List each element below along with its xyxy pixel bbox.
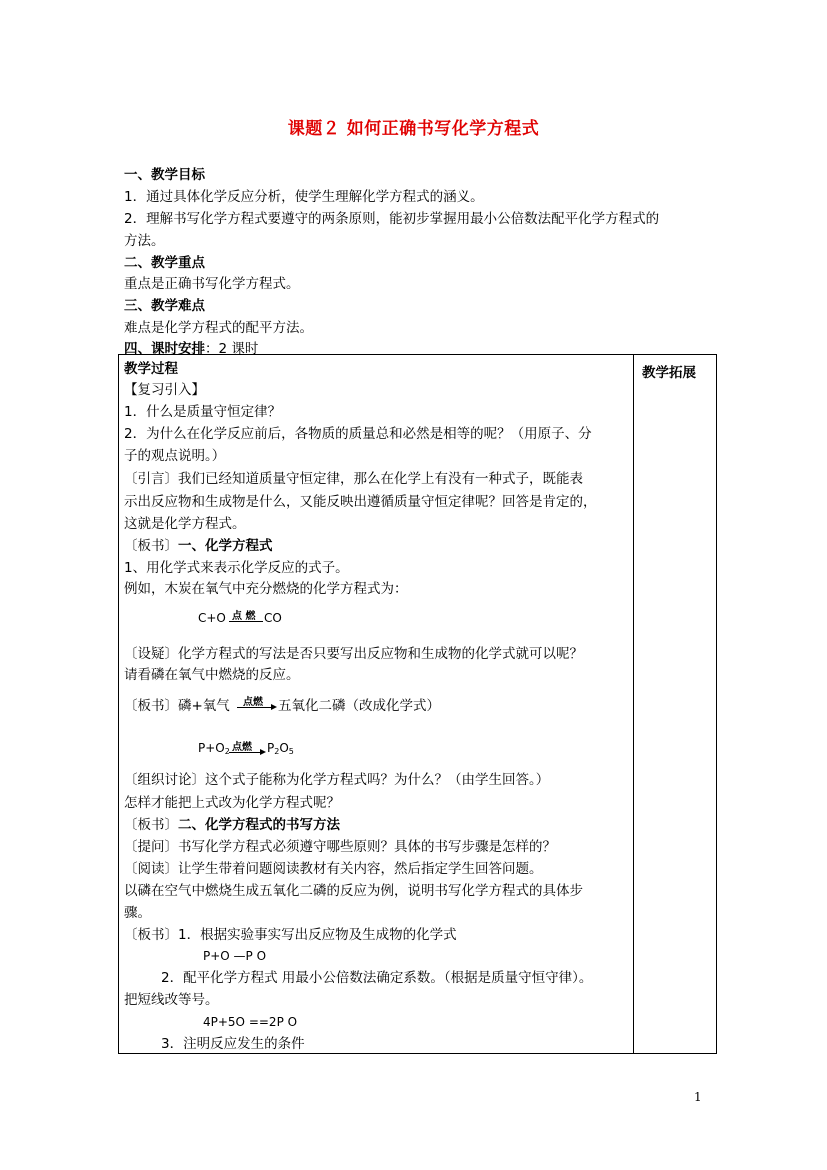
word-equation-arrow-head [271, 704, 277, 710]
equation-phosphorus-arrow-line [229, 752, 262, 753]
key-points-heading: 二、教学重点 [124, 255, 205, 271]
text-line: 2．配平化学方程式 用最小公倍数法确定系数。（根据是质量守恒守律）。 [161, 970, 593, 986]
schedule-value: ：2 课时 [205, 341, 259, 357]
text-line: 请看磷在氧气中燃烧的反应。 [124, 667, 300, 683]
text-line: 〔设疑〕化学方程式的写法是否只要写出反应物和生成物的化学式就可以呢？ [124, 646, 583, 662]
text-line: 〔板书〕磷+氧气 [124, 698, 230, 714]
schedule-heading: 四、课时安排 [124, 341, 205, 357]
equation-carbon-left: C+O [198, 611, 226, 625]
text-line: 把短线改等号。 [124, 992, 219, 1008]
objective-item-1: 1．通过具体化学反应分析，使学生理解化学方程式的涵义。 [124, 189, 484, 205]
extension-header: 教学拓展 [642, 365, 696, 381]
page-title: 课题２ 如何正确书写化学方程式 [287, 119, 540, 139]
text-line: 〔组织讨论〕这个式子能称为化学方程式吗？为什么？（由学生回答。） [124, 772, 550, 788]
extension-cell [634, 355, 717, 1054]
text-line: 〔引言〕我们已经知道质量守恒定律，那么在化学上有没有一种式子，既能表 [124, 471, 583, 487]
objective-item-2-line2: 方法。 [124, 233, 165, 249]
text-line: 〔提问〕书写化学方程式必须遵守哪些原则？具体的书写步骤是怎样的？ [124, 839, 556, 855]
difficulties-text: 难点是化学方程式的配平方法。 [124, 320, 313, 336]
text-line: 〔板书〕1．根据实验事实写出反应物及生成物的化学式 [124, 927, 457, 943]
text-line: 子的观点说明。） [124, 448, 226, 464]
text-line: 五氧化二磷（改成化学式） [278, 698, 440, 714]
text-line: 示出反应物和生成物是什么，又能反映出遵循质量守恒定律呢？回答是肯定的， [124, 494, 597, 510]
word-equation-condition: 点燃 [243, 697, 263, 708]
text-line: 以磷在空气中燃烧生成五氧化二磷的反应为例，说明书写化学方程式的具体步 [124, 883, 583, 899]
equation-carbon-condition: 点 燃 [232, 611, 256, 622]
objective-item-2-line1: 2．理解书写化学方程式要遵守的两条原则，能初步掌握用最小公倍数法配平化学方程式的 [124, 211, 660, 227]
process-cell [119, 355, 634, 1054]
equation-phosphorus-left: $P+O_2$ [198, 741, 230, 756]
equation-phosphorus-arrow-head [260, 749, 266, 755]
equation-carbon-bar [229, 621, 263, 622]
equation-phosphorus-right: $P_2O_5$ [267, 741, 294, 756]
equation-balanced: 4P+5O ==2P O [203, 1015, 298, 1029]
objectives-heading: 一、教学目标 [124, 167, 205, 183]
text-line: 〔板书〕二、化学方程式的书写方法 [124, 817, 340, 833]
text-line: 【复习引入】 [124, 382, 205, 398]
text-line: 这就是化学方程式。 [124, 516, 246, 532]
text-line: 怎样才能把上式改为化学方程式呢？ [124, 795, 340, 811]
text-line: 1、用化学式来表示化学反应的式子。 [124, 560, 349, 576]
text-line: 1．什么是质量守恒定律？ [124, 404, 282, 420]
text-line: 2．为什么在化学反应前后，各物质的质量总和必然是相等的呢？（用原子、分 [124, 426, 592, 442]
equation-phosphorus-condition: 点燃 [232, 742, 252, 753]
difficulties-heading: 三、教学难点 [124, 298, 205, 314]
text-line: 〔阅读〕让学生带着问题阅读教材有关内容，然后指定学生回答问题。 [124, 861, 543, 877]
text-line: 3．注明反应发生的条件 [161, 1036, 305, 1052]
text-line: 〔板书〕一、化学方程式 [124, 538, 273, 554]
lesson-table [118, 354, 717, 1054]
equation-unbalanced: P+O —P O [203, 949, 267, 963]
word-equation-arrow-line [237, 707, 273, 708]
equation-carbon-right: CO [264, 611, 282, 625]
key-points-text: 重点是正确书写化学方程式。 [124, 276, 300, 292]
text-line: 骤。 [124, 905, 151, 921]
process-header: 教学过程 [124, 361, 178, 377]
text-line: 例如，木炭在氧气中充分燃烧的化学方程式为： [124, 581, 408, 597]
page-number: 1 [694, 1090, 702, 1104]
